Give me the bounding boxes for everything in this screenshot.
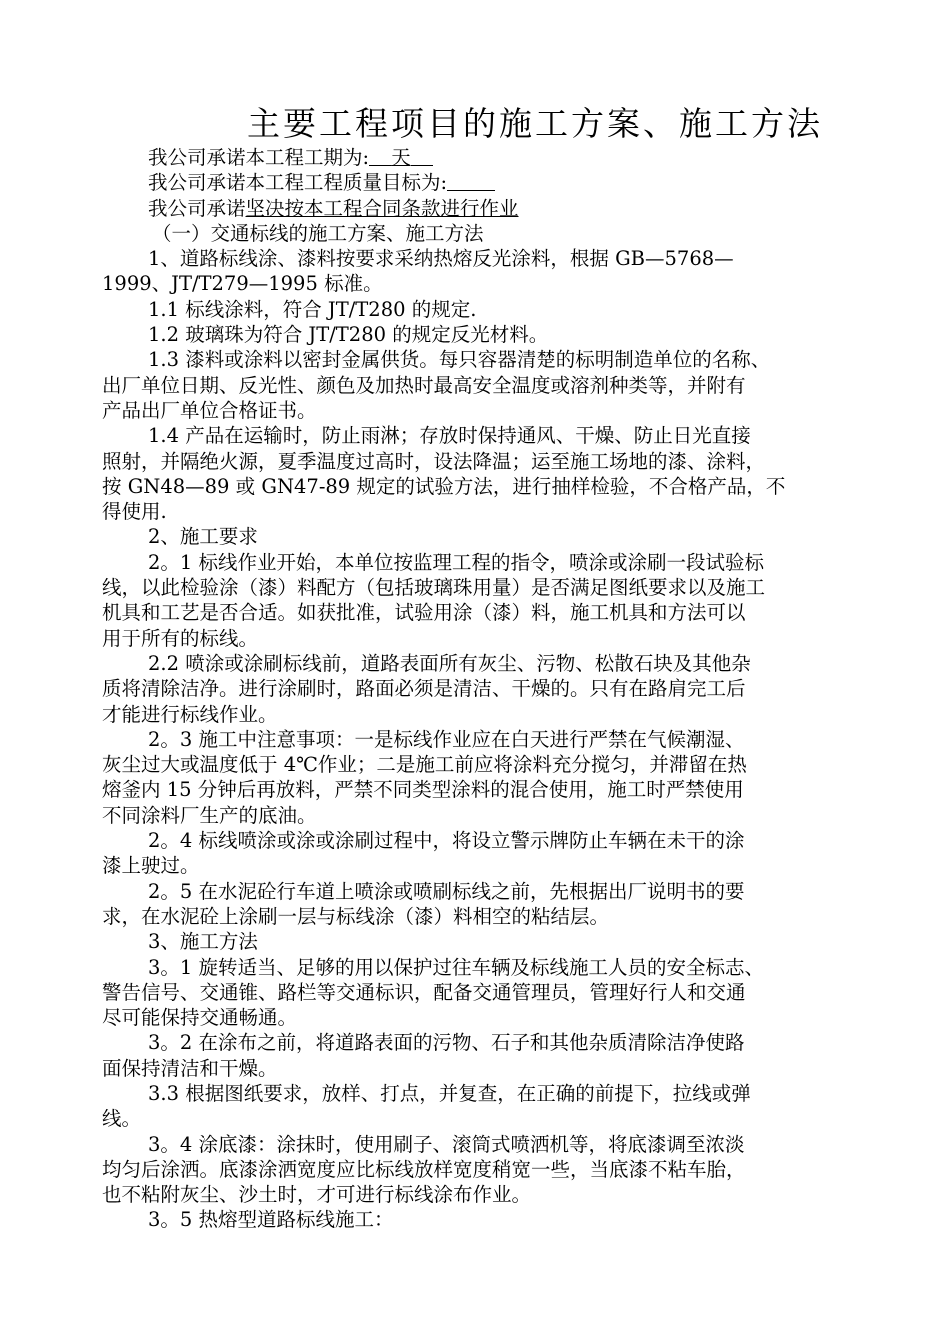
text-line: 线。: [102, 1107, 142, 1131]
commit-contract-prefix: 我公司承诺: [148, 196, 246, 220]
text-line: 1999、JT/T279—1995 标准。: [102, 272, 383, 296]
period-blank-tail: [411, 145, 433, 166]
commit-quality-prefix: 我公司承诺本工程工程质量目标为:: [148, 171, 448, 195]
text-line: 3。5 热熔型道路标线施工：: [148, 1208, 394, 1232]
text-line: 熔釜内 15 分钟后再放料，严禁不同类型涂料的混合使用，施工时严禁使用: [102, 778, 744, 802]
text-line: 2、施工要求: [148, 525, 258, 549]
text-line: 3。1 旋转适当、足够的用以保护过往车辆及标线施工人员的安全标志、: [148, 955, 765, 979]
text-line: 照射，并隔绝火源，夏季温度过高时，设法降温；运至施工场地的漆、涂料，: [102, 449, 766, 473]
text-line: 2。4 标线喷涂或涂或涂刷过程中，将设立警示牌防止车辆在未干的涂: [148, 829, 745, 853]
commit-quality-line: [102, 170, 892, 195]
text-line: 尽可能保持交通畅通。: [102, 1006, 298, 1030]
text-line: 1、道路标线涂、漆料按要求采纳热熔反光涂料，根据 GB—5768—: [148, 247, 734, 271]
text-line: 质将清除洁净。进行涂刷时，路面必须是清洁、干燥的。只有在路肩完工后: [102, 677, 746, 701]
commit-contract-underlined: 坚决按本工程合同条款进行作业: [245, 196, 519, 220]
text-line: 2.2 喷涂或涂刷标线前，道路表面所有灰尘、污物、松散石块及其他杂: [148, 651, 751, 675]
document-body: [102, 145, 892, 1233]
period-blank: [369, 145, 391, 166]
text-line: 求，在水泥砼上涂刷一层与标线涂（漆）料相空的粘结层。: [102, 904, 610, 928]
text-line: 也不粘附灰尘、沙土时，才可进行标线涂布作业。: [102, 1183, 532, 1207]
paragraph-lines: [102, 246, 892, 1233]
text-line: 1.3 漆料或涂料以密封金属供货。每只容器清楚的标明制造单位的名称、: [148, 348, 771, 372]
text-line: 1.4 产品在运输时，防止雨淋；存放时保持通风、干燥、防止日光直接: [148, 424, 751, 448]
text-line: 按 GN48—89 或 GN47-89 规定的试验方法，进行抽样检验，不合格产品，不: [102, 474, 786, 498]
text-line: 不同涂料厂生产的底油。: [102, 803, 317, 827]
text-line: 面保持清洁和干燥。: [102, 1056, 278, 1080]
commit-period-prefix: 我公司承诺本工程工期为:: [148, 146, 370, 169]
text-line: 产品出厂单位合格证书。: [102, 398, 317, 422]
text-line: 线，以此检验涂（漆）料配方（包括玻璃珠用量）是否满足图纸要求以及施工: [102, 576, 766, 600]
text-line: 3、施工方法: [148, 930, 258, 954]
text-line: 出厂单位日期、反光性、颜色及加热时最高安全温度或溶剂种类等，并附有: [102, 373, 746, 397]
text-line: 1.1 标线涂料，符合 JT/T280 的规定.: [148, 297, 477, 321]
commit-period-unit: 天: [391, 146, 411, 169]
text-line: 3.3 根据图纸要求，放样、打点，并复查，在正确的前提下，拉线或弹: [148, 1081, 751, 1105]
text-line: 才能进行标线作业。: [102, 702, 278, 726]
text-line: 3。2 在涂布之前，将道路表面的污物、石子和其他杂质清除洁净使路: [148, 1031, 745, 1055]
commit-contract-line: [102, 196, 892, 221]
text-line: 警告信号、交通锥、路栏等交通标识，配备交通管理员，管理好行人和交通: [102, 980, 746, 1004]
text-line: 1.2 玻璃珠为符合 JT/T280 的规定反光材料。: [148, 323, 549, 347]
text-line: 2。3 施工中注意事项：一是标线作业应在白天进行严禁在气候潮湿、: [148, 727, 745, 751]
section-heading: （一）交通标线的施工方案、施工方法: [152, 221, 484, 245]
text-line: 得使用.: [102, 500, 167, 524]
commit-period-line: [102, 145, 892, 170]
text-line: 3。4 涂底漆：涂抹时，使用刷子、滚筒式喷洒机等，将底漆调至浓淡: [148, 1132, 745, 1156]
text-line: 2。5 在水泥砼行车道上喷涂或喷刷标线之前，先根据出厂说明书的要: [148, 879, 745, 903]
quality-blank: [447, 170, 495, 191]
page-title: 主要工程项目的施工方案、施工方法: [247, 104, 823, 143]
text-line: 用于所有的标线。: [102, 626, 259, 650]
text-line: 灰尘过大或温度低于 4℃作业；二是施工前应将涂料充分搅匀，并滞留在热: [102, 753, 747, 777]
text-line: 2。1 标线作业开始，本单位按监理工程的指令，喷涂或涂刷一段试验标: [148, 550, 765, 574]
text-line: 均匀后涂洒。底漆涂洒宽度应比标线放样宽度稍宽一些，当底漆不粘车胎，: [102, 1157, 746, 1181]
text-line: 机具和工艺是否合适。如获批准，试验用涂（漆）料，施工机具和方法可以: [102, 601, 746, 625]
text-line: 漆上驶过。: [102, 854, 200, 878]
